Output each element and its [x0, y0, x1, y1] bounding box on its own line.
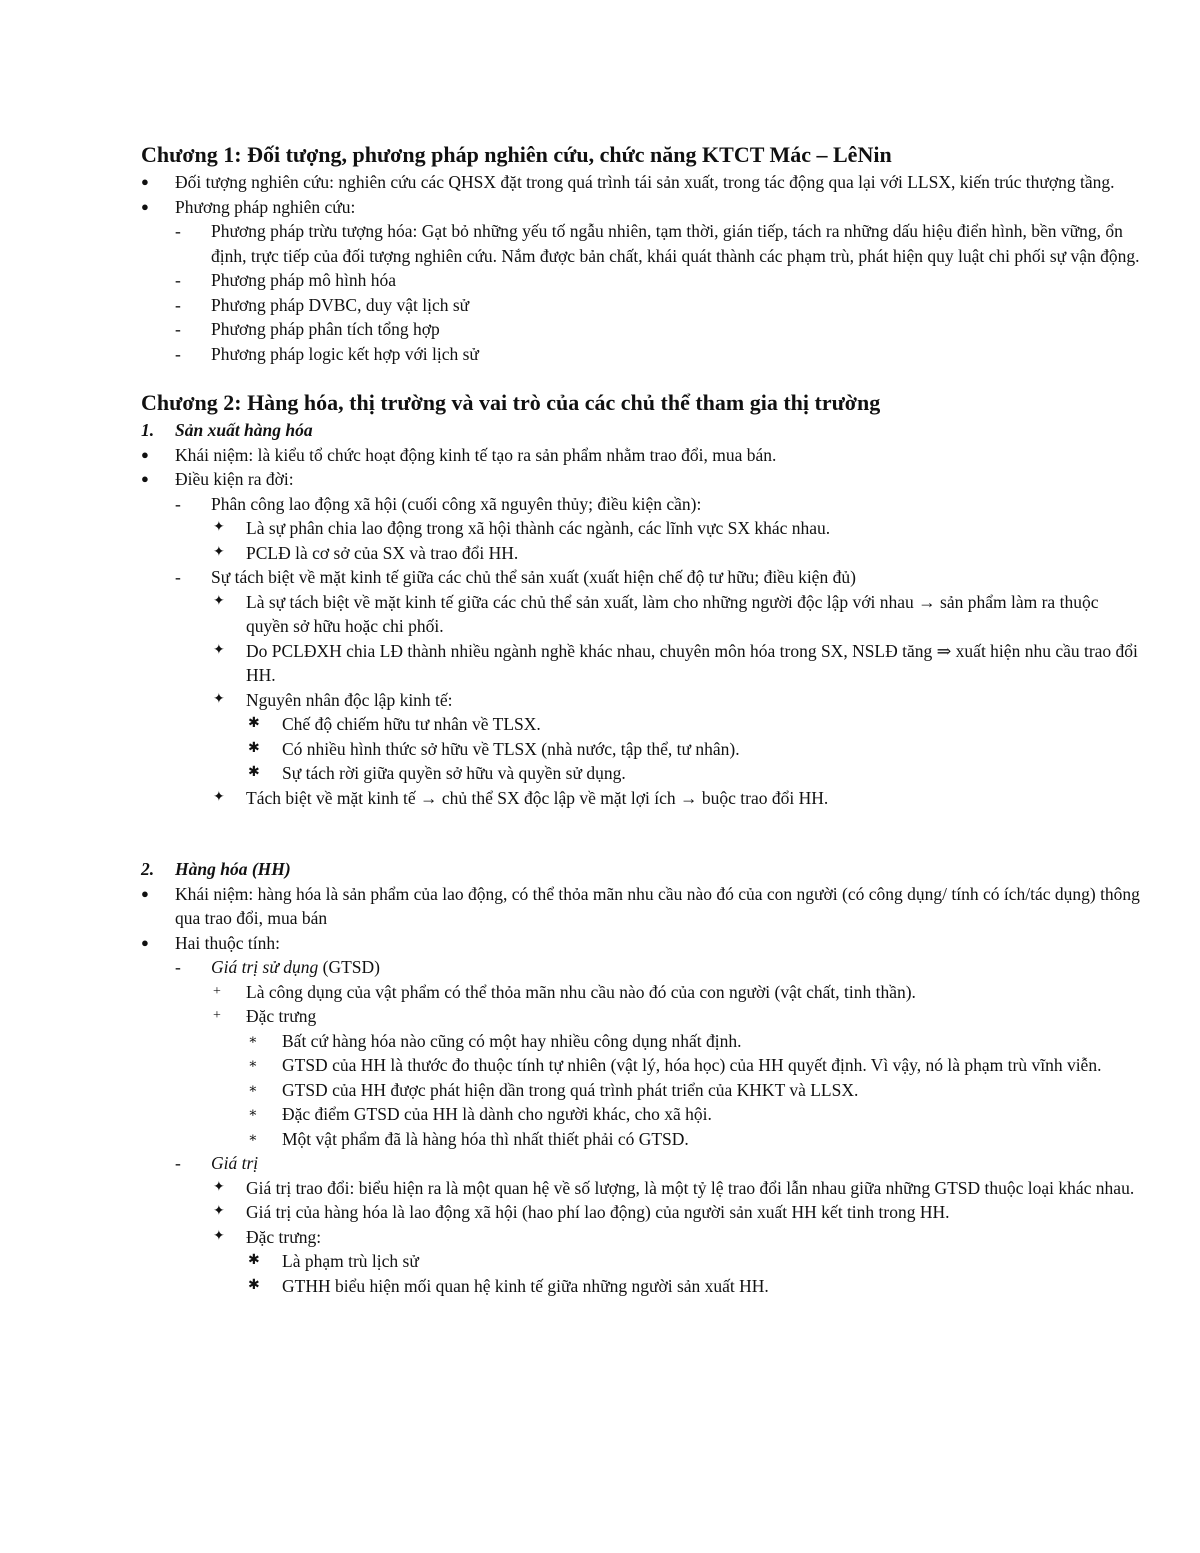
list-item [141, 467, 1140, 492]
star-icon: ∗ [248, 1081, 258, 1097]
plus-icon: ✦ [213, 1179, 225, 1195]
chapter-1-title: Chương 1: Đối tượng, phương pháp nghiên cứu, chức năng KTCT Mác – LêNin [141, 142, 892, 167]
item-text: Là phạm trù lịch sử [282, 1251, 419, 1271]
section-heading [141, 418, 1140, 443]
item-text: Tách biệt về mặt kinh tế → chủ thể SX độc lập về mặt lợi ích → buộc trao đổi HH. [246, 787, 829, 808]
item-text: Đặc trưng [246, 1006, 317, 1026]
item-text: Phương pháp logic kết hợp với lịch sử [211, 343, 479, 364]
dash-icon: - [175, 319, 181, 339]
dash-icon: - [175, 493, 181, 514]
list-item [141, 1078, 1140, 1103]
item-text: Phương pháp DVBC, duy vật lịch sử [211, 294, 470, 315]
item-text-italic: Giá trị sử dụng [211, 957, 319, 977]
list-item [141, 268, 1140, 293]
list-item [141, 1274, 1140, 1299]
bullet-icon: ● [141, 198, 149, 214]
list-item [141, 639, 1140, 688]
dash-icon: - [175, 957, 181, 977]
item-text: Phương pháp trừu tượng hóa: Gạt bỏ những yếu tố ngẫu nhiên, tạm thời, gián tiếp, tách ra những dấu hiệu điển hình, bền vững, ổn định, trực tiếp của đối tượng nghiên cứu. Nắm được bản chất, khái quát thành các phạm trù, phát hiện quy luật chi phối sự vận động. [211, 221, 1140, 266]
plus-icon: ✦ [213, 544, 225, 560]
section-number: 1. [141, 420, 155, 440]
list-item [141, 955, 1140, 980]
item-text: Khái niệm: hàng hóa là sản phẩm của lao động, có thể thỏa mãn nhu cầu nào đó của con người (có công dụng/ tính có ích/tác dụng) thông qua trao đổi, mua bán [175, 883, 1140, 928]
list-item [141, 516, 1140, 541]
item-text: Có nhiều hình thức sở hữu về TLSX (nhà nước, tập thể, tư nhân). [282, 738, 740, 759]
item-text: Phân công lao động xã hội (cuối công xã nguyên thủy; điều kiện cần): [211, 493, 702, 514]
dash-icon: - [175, 343, 181, 364]
list-item [141, 170, 1140, 195]
list-item [141, 1225, 1140, 1250]
item-text: Sự tách rời giữa quyền sở hữu và quyền sử dụng. [282, 763, 626, 783]
plus-icon: + [213, 983, 221, 999]
dash-icon: - [175, 294, 181, 315]
item-text: Là sự tách biệt về mặt kinh tế giữa các chủ thể sản xuất, làm cho những người độc lập với nhau → sản phẩm làm ra thuộc quyền sở hữu hoặc chi phối. [246, 591, 1099, 636]
dash-icon: - [175, 567, 181, 587]
bullet-icon: ● [141, 885, 149, 901]
list-item [141, 712, 1140, 737]
plus-icon: ✦ [213, 1204, 225, 1219]
dash-icon: - [175, 221, 181, 241]
item-text: GTSD của HH là thước đo thuộc tính tự nhiên (vật lý, hóa học) của HH quyết định. Vì vậy, nó là phạm trù vĩnh viễn. [282, 1055, 1102, 1075]
list-item [141, 195, 1140, 220]
list-item [141, 590, 1140, 639]
bullet-icon: ● [141, 174, 149, 189]
bullet-icon: ● [141, 446, 149, 462]
item-text-italic: Giá trị [211, 1153, 259, 1173]
item-text: GTSD của HH được phát hiện dần trong quá trình phát triển của KHKT và LLSX. [282, 1079, 859, 1100]
spacer [141, 810, 1140, 857]
list-item [141, 1004, 1140, 1029]
list-item [141, 342, 1140, 367]
item-text: GTHH biểu hiện mối quan hệ kinh tế giữa những người sản xuất HH. [282, 1275, 769, 1296]
item-text: Nguyên nhân độc lập kinh tế: [246, 689, 453, 710]
star-icon: ∗ [248, 1106, 258, 1121]
star-icon: ∗ [248, 1130, 258, 1146]
item-text: Là công dụng của vật phẩm có thể thỏa mãn nhu cầu nào đó của con người (vật chất, tinh thần). [246, 981, 916, 1002]
item-text: (GTSD) [318, 957, 380, 977]
list-item [141, 1053, 1140, 1078]
item-text: Là sự phân chia lao động trong xã hội thành các ngành, các lĩnh vực SX khác nhau. [246, 518, 831, 538]
list-item [141, 1102, 1140, 1127]
star-icon: ✱ [248, 1253, 260, 1268]
plus-icon: ✦ [213, 520, 225, 535]
list-item [141, 980, 1140, 1005]
item-text: Sự tách biệt về mặt kinh tế giữa các chủ thể sản xuất (xuất hiện chế độ tư hữu; điều kiện đủ) [211, 567, 856, 587]
list-item [141, 761, 1140, 786]
list-item [141, 737, 1140, 762]
item-text: Một vật phẩm đã là hàng hóa thì nhất thiết phải có GTSD. [282, 1128, 689, 1149]
star-icon: ∗ [248, 1032, 258, 1048]
plus-icon: ✦ [213, 789, 225, 805]
star-icon: ∗ [248, 1057, 258, 1072]
star-icon: ✱ [248, 765, 260, 780]
list-item [141, 1249, 1140, 1274]
list-item [141, 882, 1140, 931]
plus-icon: ✦ [213, 1228, 225, 1244]
section-title: Hàng hóa (HH) [175, 859, 291, 879]
item-text: Khái niệm: là kiểu tổ chức hoạt động kinh tế tạo ra sản phẩm nhằm trao đổi, mua bán. [175, 444, 777, 465]
item-text: Phương pháp phân tích tổng hợp [211, 319, 440, 339]
item-text: Bất cứ hàng hóa nào cũng có một hay nhiều công dụng nhất định. [282, 1030, 742, 1051]
item-text: Đặc điểm GTSD của HH là dành cho người khác, cho xã hội. [282, 1104, 712, 1124]
list-item [141, 688, 1140, 713]
list-item [141, 565, 1140, 590]
chapter-2-title: Chương 2: Hàng hóa, thị trường và vai trò của các chủ thể tham gia thị trường [141, 390, 881, 415]
list-item [141, 931, 1140, 956]
item-text: Đối tượng nghiên cứu: nghiên cứu các QHSX đặt trong quá trình tái sản xuất, trong tác động qua lại với LLSX, kiến trúc thượng tầng. [175, 172, 1115, 192]
list-item [141, 1151, 1140, 1176]
item-text: Giá trị trao đổi: biểu hiện ra là một quan hệ về số lượng, là một tỷ lệ trao đổi lẫn nhau giữa những GTSD thuộc loại khác nhau. [246, 1177, 1135, 1198]
list-item [141, 443, 1140, 468]
plus-icon: ✦ [213, 642, 225, 658]
list-item [141, 786, 1140, 811]
list-item [141, 541, 1140, 566]
list-item [141, 1176, 1140, 1201]
item-text: Phương pháp mô hình hóa [211, 270, 396, 290]
star-icon: ✱ [248, 740, 260, 756]
item-text: Điều kiện ra đời: [175, 469, 294, 489]
star-icon: ✱ [248, 1277, 260, 1293]
item-text: Do PCLĐXH chia LĐ thành nhiều ngành nghề khác nhau, chuyên môn hóa trong SX, NSLĐ tăng ⇒ xuất hiện nhu cầu trao đổi HH. [246, 640, 1138, 685]
list-item [141, 317, 1140, 342]
dash-icon: - [175, 1153, 181, 1173]
bullet-icon: ● [141, 934, 149, 950]
section-title: Sản xuất hàng hóa [175, 420, 313, 440]
plus-icon: ✦ [213, 593, 225, 609]
section-number: 2. [141, 859, 155, 879]
bullet-icon: ● [141, 471, 149, 486]
list-item [141, 1127, 1140, 1152]
item-text: Phương pháp nghiên cứu: [175, 196, 356, 217]
list-item [141, 293, 1140, 318]
plus-icon: ✦ [213, 691, 225, 707]
plus-icon: + [213, 1008, 221, 1023]
dash-icon: - [175, 270, 181, 290]
section-heading [141, 857, 1140, 882]
star-icon: ✱ [248, 716, 260, 731]
list-item [141, 1200, 1140, 1225]
item-text: PCLĐ là cơ sở của SX và trao đổi HH. [246, 542, 519, 563]
item-text: Hai thuộc tính: [175, 932, 280, 953]
item-text: Giá trị của hàng hóa là lao động xã hội (hao phí lao động) của người sản xuất HH kết tinh trong HH. [246, 1202, 950, 1222]
item-text: Chế độ chiếm hữu tư nhân về TLSX. [282, 714, 541, 734]
list-item [141, 1029, 1140, 1054]
list-item [141, 219, 1140, 268]
list-item [141, 492, 1140, 517]
item-text: Đặc trưng: [246, 1226, 322, 1247]
